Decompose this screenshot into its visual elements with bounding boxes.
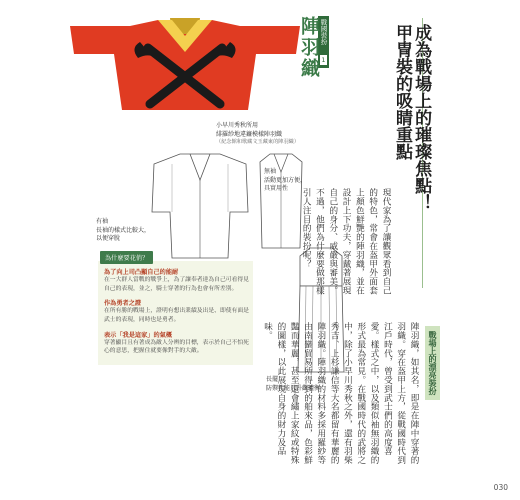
caption-line: 小早川秀秋所用 (216, 122, 259, 129)
tip-item (104, 267, 249, 293)
sleeve-caption (96, 218, 150, 244)
caption-line: 防禦性能且升觀禮衡 (266, 384, 321, 392)
chapter-tab-label: 戰國裝扮 (319, 19, 328, 45)
caption-line: （紀念館和歌藏文玉藏東的陣羽織） (216, 139, 300, 146)
chapter-tab-number: 1 (319, 56, 328, 64)
caption-line: 有袖 (96, 218, 109, 225)
page-number: 030 (493, 483, 508, 492)
tip-title: 為了向上司凸顯自己的能耐 (104, 269, 179, 276)
tip-title: 表示「我是這家」的氣概 (104, 331, 173, 339)
sleeved-jinbaori-drawing (150, 150, 250, 262)
heading-line: 甲冑裝的吸睛重點 (392, 24, 413, 160)
caption-line: 緋羅紗地違鐮模樣陣羽織 (216, 130, 283, 138)
tip-body: 穿著顯目且有著成為敵人分辨的目標，表示於自己不怕死心的意思，把握住就要像對手的大敵。 (104, 339, 249, 355)
intro-paragraph: 現代家為了讓觀眾看到自己的特色，常會在盔甲外面套上顏色鮮艷的陣羽織，並在設計上下功夫，穿戴著展現自己的身分、威嚴與審美。不過，他們為什麼要做那樣引人注目的裝扮呢？ (301, 188, 391, 295)
caption-line: 長袖的樣式比較大， (96, 226, 151, 234)
sleeveless-jinbaori-drawing (258, 152, 307, 252)
caption-line: 活動更加方便， (264, 176, 307, 184)
tip-body: 在一大群人當戰的戰爭上，為了讓奉者達為自己可看得見自己的表現，並之，騎士穿著的行為也會有所差別。 (104, 277, 249, 292)
caption-line: 具實用性 (264, 185, 289, 193)
tips-list (104, 267, 249, 356)
tip-body: 在所有勝的戰場上，證明有想出業績及出是、即使有面是武士的表現，同時也是勇者。 (104, 308, 249, 324)
body-paragraph: 陣羽織，如其名，即是在陣中穿著的羽織。穿在盔甲上方，從戰國時代到江戶時代，曾受到武士們的高度喜愛。樣式之中，以及類似袖無羽織的形式最為常見。在戰國時代的武將之中，除了小早川秀秋之外，還有羽柴秀吉、上杉謙信等大名都留有華麗的陣羽織。陣羽織的材料多採用羅紗等由南蠻貿易所得到的舶來品，色彩鮮豔而華麗，甚至還會繡上家紋或特殊的圖樣，以此展現自身的財力及品味。 (262, 322, 419, 465)
red-jinbaori-illustration (70, 12, 300, 112)
tip-title: 作為勇者之證 (104, 300, 142, 308)
caption-line: 長擺 (266, 376, 279, 383)
tip-item (104, 330, 249, 356)
top-caption (216, 122, 299, 147)
tips-header: 為什麼要花俏？ (100, 251, 153, 264)
caption-line: 以便穿脫 (96, 235, 121, 243)
page-heading (392, 24, 430, 214)
page-title: 陣羽織 (298, 16, 320, 79)
section-label: 戰場上的漂亮裝扮 (425, 326, 440, 400)
caption-line: 無袖 (264, 168, 277, 175)
tip-item (104, 298, 249, 324)
heading-line: 成為戰場上的璀璨焦點！ (411, 24, 432, 211)
